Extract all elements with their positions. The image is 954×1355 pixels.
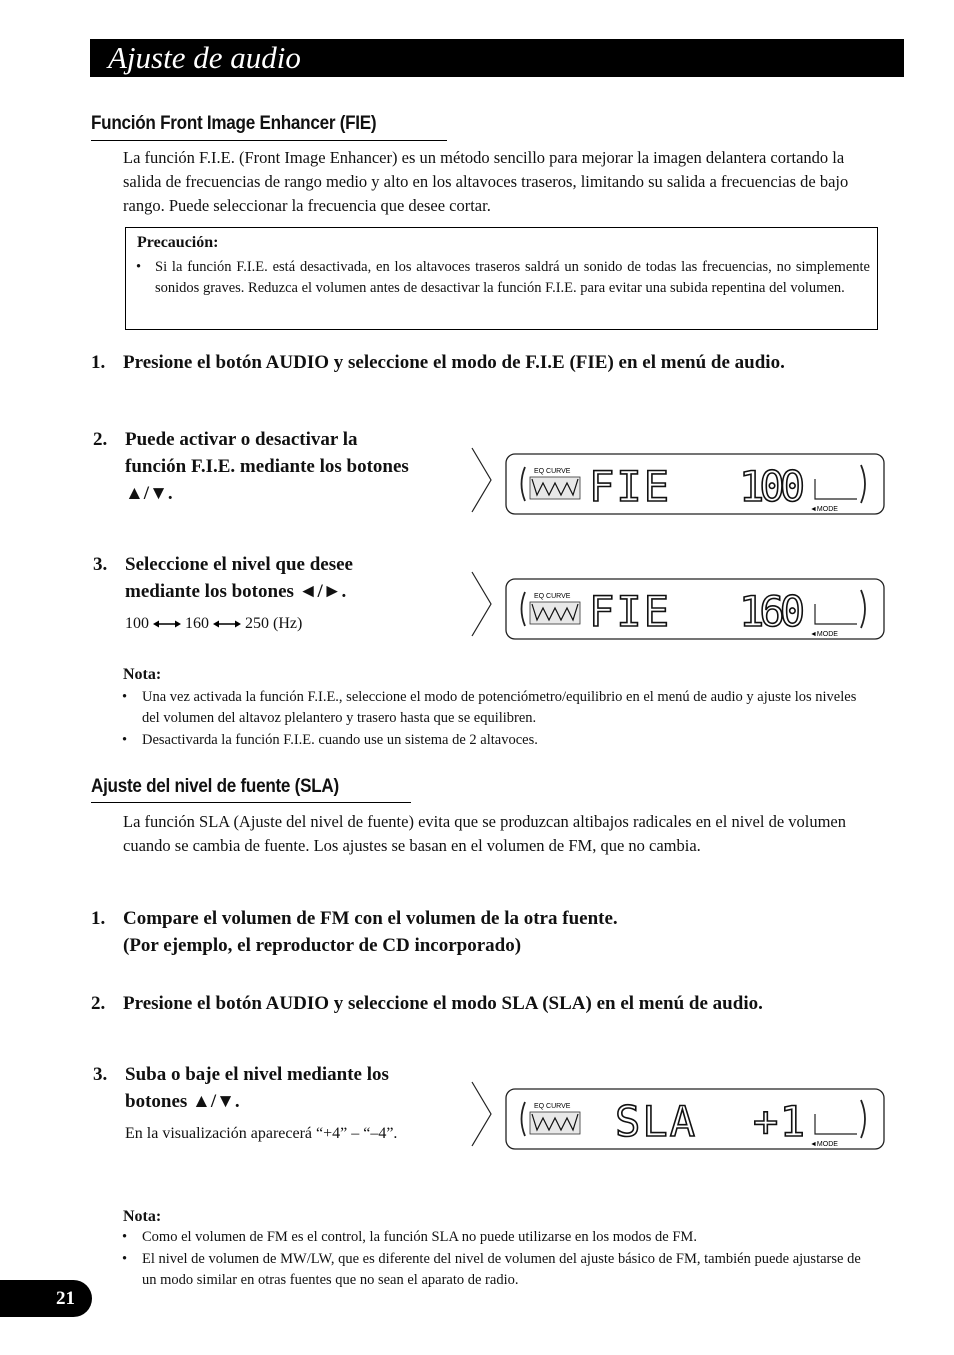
freq-100: 100	[125, 615, 149, 632]
note-list-sla	[122, 1227, 862, 1292]
sla-range-info: En la visualización aparecerá “+4” – “–4”.	[125, 1125, 398, 1142]
section-rule	[91, 140, 447, 141]
caution-box	[125, 227, 878, 330]
section-heading-sla: Ajuste del nivel de fuente (SLA)	[91, 776, 339, 797]
step-text: Presione el botón AUDIO y seleccione el modo de F.I.E (FIE) en el menú de audio.	[123, 352, 785, 373]
header-banner	[90, 39, 904, 77]
page-number-tab	[0, 1280, 92, 1317]
step-line-1: Compare el volumen de FM con el volumen de la otra fuente.	[123, 908, 618, 929]
lcd-value: 100	[739, 462, 805, 511]
page-number: 21	[56, 1288, 75, 1309]
note-title: Nota:	[123, 1208, 162, 1225]
freq-160: 160	[185, 615, 209, 632]
note-item	[122, 687, 862, 729]
pointer-arrow-icon	[470, 570, 494, 638]
pointer-arrow-icon	[470, 1080, 494, 1148]
step-number: 3.	[93, 554, 108, 575]
mode-label: ◄MODE	[810, 631, 838, 638]
lcd-value: 160	[739, 587, 805, 636]
step-text: Presione el botón AUDIO y seleccione el modo SLA (SLA) en el menú de audio.	[123, 993, 763, 1014]
bullet: •	[122, 1251, 128, 1267]
page-title: Ajuste de audio	[108, 40, 301, 75]
lcd-display-sla	[505, 1088, 885, 1150]
step-number: 3.	[93, 1064, 108, 1085]
note-text: Una vez activada la función F.I.E., seleccione el modo de potencióm​etro/equilibrio en el menú de audio y ajuste los niveles del volumen del altavoz plelantero y trasero hasta que se equilibren.	[142, 689, 857, 726]
bullet: •	[136, 259, 142, 275]
mode-label: ◄MODE	[810, 1141, 838, 1148]
section-rule	[91, 802, 411, 803]
double-arrow-icon	[153, 619, 181, 629]
freq-250: 250 (Hz)	[245, 615, 303, 632]
fie-intro: La función F.I.E. (Front Image Enhancer) es un método sencillo para mejorar la imagen delantera cortando la salida de frecuencias de rango medio y alto en los altavoces traseros, limitando su salida a frecuencias de bajo rango. Puede seleccionar la frecuencia que desee cortar.	[123, 148, 849, 215]
section-heading-fie: Función Front Image Enhancer (FIE)	[91, 113, 377, 134]
step-number: 2.	[91, 993, 106, 1014]
lcd-mode: FIE	[589, 587, 669, 636]
frequency-sequence	[125, 612, 302, 635]
note-item	[122, 1227, 862, 1248]
lcd-display-fie-100	[505, 453, 885, 515]
note-item	[122, 1249, 862, 1291]
lcd-display-fie-160	[505, 578, 885, 640]
sla-step-2	[91, 990, 871, 1017]
sla-intro: La función SLA (Ajuste del nivel de fuente) evita que se produzcan altibajos radicales en el nivel de volumen cuando se cambia de fuente. Los ajustes se basan en el volumen de FM, que no cambia.	[123, 812, 847, 855]
double-arrow-icon	[213, 619, 241, 629]
eq-curve-label: EQ CURVE	[534, 1103, 571, 1110]
note-item	[122, 730, 862, 751]
fie-step-1	[91, 349, 871, 376]
step-text: Seleccione el nivel que desee mediante los botones ◄/►.	[125, 554, 353, 602]
note-text: Como el volumen de FM es el control, la función SLA no puede utilizarse en los modos de FM.	[142, 1229, 697, 1245]
mode-label: ◄MODE	[810, 506, 838, 513]
caution-title: Precaución:	[137, 234, 219, 251]
note-text: El nivel de volumen de MW/LW, que es diferente del nivel de volumen del ajuste básico de FM, también puede ajustarse de un modo similar en otras fuentes que no sean el aparato de radio.	[142, 1251, 861, 1288]
fie-step-2	[93, 426, 423, 507]
step-number: 2.	[93, 429, 108, 450]
step-number: 1.	[91, 908, 106, 929]
bullet: •	[122, 732, 128, 748]
eq-curve-label: EQ CURVE	[534, 468, 571, 475]
caution-text	[136, 257, 870, 299]
note-title: Nota:	[123, 666, 162, 683]
step-text	[123, 905, 871, 959]
note-text: Desactivarda la función F.I.E. cuando use un sistema de 2 altavoces.	[142, 732, 538, 748]
pointer-arrow-icon	[470, 446, 494, 514]
fie-step-3	[93, 551, 423, 605]
caution-body: Si la función F.I.E. está desactivada, en los altavoces traseros saldrá un sonido de todas las frecuencias, no simplemente sonidos graves. Reduzca el volumen antes de desactivar la función F.I.E. para evitar una subida repentina del volumen.	[155, 259, 870, 296]
step-text: Suba o baje el nivel mediante los botones ▲/▼.	[125, 1064, 389, 1112]
step-text: Puede activar o desactivar la función F.I.E. mediante los botones ▲/▼.	[125, 429, 409, 504]
bullet: •	[122, 1229, 128, 1245]
eq-curve-label: EQ CURVE	[534, 593, 571, 600]
lcd-mode: FIE	[589, 462, 669, 511]
step-line-2: (Por ejemplo, el reproductor de CD incorporado)	[123, 935, 522, 956]
note-list-fie	[122, 687, 862, 752]
bullet: •	[122, 689, 128, 705]
sla-step-1	[91, 905, 871, 959]
lcd-value: +1	[753, 1097, 805, 1146]
lcd-mode: SLA	[615, 1097, 695, 1146]
sla-step-3	[93, 1061, 423, 1115]
step-number: 1.	[91, 352, 106, 373]
